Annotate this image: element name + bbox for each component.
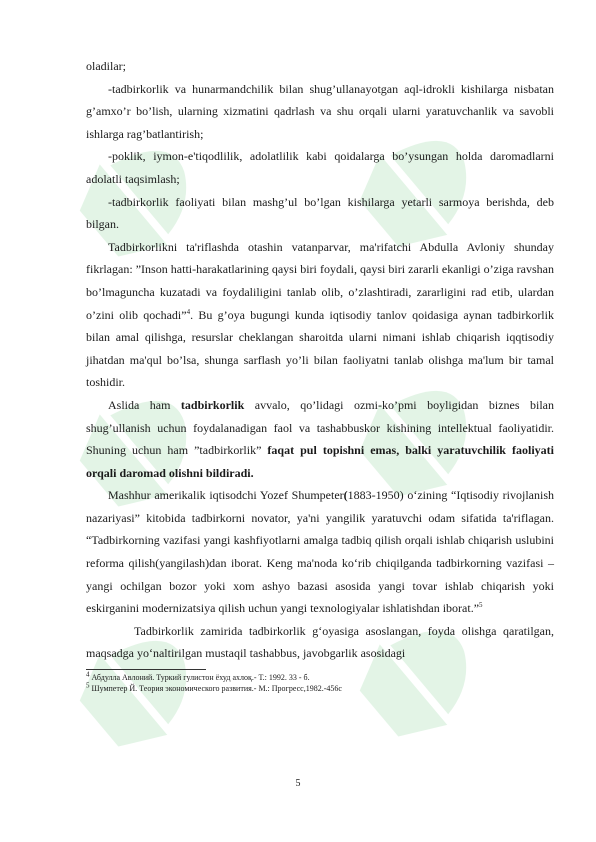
paragraph: -tadbirkorlik faoliyati bilan mashg’ul bo’lgan kishilarga yetarli sarmoya berishda, deb bilgan. (86, 194, 554, 232)
footnote-text: Абдулла Авлоний. Туркий гулистон ёхуд ахлоқ.- Т.: 1992. 33 - б. (89, 673, 310, 683)
paragraph: -tadbirkorlik va hunarmandchilik bilan shug’ullanayotgan aql-idrokli kishilarga nisbatan g’amxo’r bo’lish, ularning xizmatini qadrlash va shu orqali ularni yaratuvchanlik va savobli ishlarga rag’batlantirish; (86, 81, 554, 141)
paragraph-text: . Bu g’oya bugungi kunda iqtisodiy tanlov qoidasiga aynan tadbirkorlik bilan amal qilishga, resurslar cheklangan sharoitda ularni nimani ishlab chiqarish iqqtisodiy jihatdan ma'qul bo’lsa, shunga sarflash yo’li bilan faoliyatni tanlab olishga ma'lum bir tamal toshidir. (86, 307, 554, 390)
paragraph-text: Aslida ham (108, 397, 181, 412)
paragraph: oladilar; (86, 59, 126, 73)
paragraph-text: 1883-1950) o‘zining “Iqtisodiy rivojlanish nazariyasi” kitobida tadbirkorni novator, ya'ni yangilik yaratuvchi odam sifatida ta'riflagan. “Tadbirkorning vazifasi yangi kashfiyotlarni amalga tadbiq qilish orqali ishlab chiqarish uslubini reforma qilish(yangilash)dan iborat. Keng ma'noda ko‘rib chiqilganda tadbirkorning vazifasi – yangi ochilgan bozor yoki xom ashyo bazasi asosida yangi tovar ishlab chiqarish yoki eskirganini modernizatsiya qilish uchun yangi texnologiyalar ishlatishdan iborat.” (86, 488, 554, 616)
paragraph (86, 484, 554, 620)
footnote-divider (86, 669, 206, 670)
bold-phrase: faqat pul topishni emas, balki yaratuvchilik faoliyati orqali daromad olishni bildiradi. (86, 443, 554, 480)
page-number: 5 (295, 778, 301, 789)
page-body (86, 55, 554, 694)
footnote-ref: 4 (186, 307, 191, 316)
paragraph: Tadbirkorlik zamirida tadbirkorlik g‘oyasiga asoslangan, foyda olishga qaratilgan, maqsadga yo‘naltirilgan mustaqil tashabbus, javobgarlik asosidagi (86, 623, 554, 661)
footnote-text: Шумпетер Й. Теория экономического развития.- М.: Прогресс,1982.-456с (89, 684, 342, 694)
footnote-number: 5 (86, 681, 90, 690)
footnote-number: 4 (86, 670, 90, 679)
paragraph (86, 236, 554, 394)
paragraph-text: avvalo, qo’lidagi ozmi-ko’pmi boyligidan biznes bilan shug’ullanish uchun foydalanadigan faol va tashabbuskor kishining intellektual faoliyatidir. Shuning uchun ham ”tadbirkorlik” (86, 397, 554, 458)
bold-paren: ( (343, 488, 348, 503)
bold-term: tadbirkorlik (180, 397, 245, 412)
paragraph: -poklik, iymon-e'tiqodlilik, adolatlilik kabi qoidalarga bo’ysungan holda daromadlarni adolatli taqsimlash; (86, 149, 554, 186)
paragraph-text: Tadbirkorlikni ta'riflashda otashin vatanparvar, ma'rifatchi Abdulla Avloniy shunday fikrlagan: ”Inson hatti-harakatlarining qaysi biri foydali, qaysi biri zararli ekanligi o’ziga ravshan bo’lmaguncha kuzatadi va foydaliligini tanlab olib, o’zlashtiradi, zararligini rad etib, ulardan o’zini olib qochadi” (86, 239, 554, 322)
paragraph-text: Mashhur amerikalik iqtisodchi Yozef Shumpeter (108, 488, 344, 503)
footnote-ref: 5 (479, 601, 483, 610)
footnote (86, 683, 554, 694)
paragraph (86, 394, 554, 484)
footnote (86, 672, 554, 683)
